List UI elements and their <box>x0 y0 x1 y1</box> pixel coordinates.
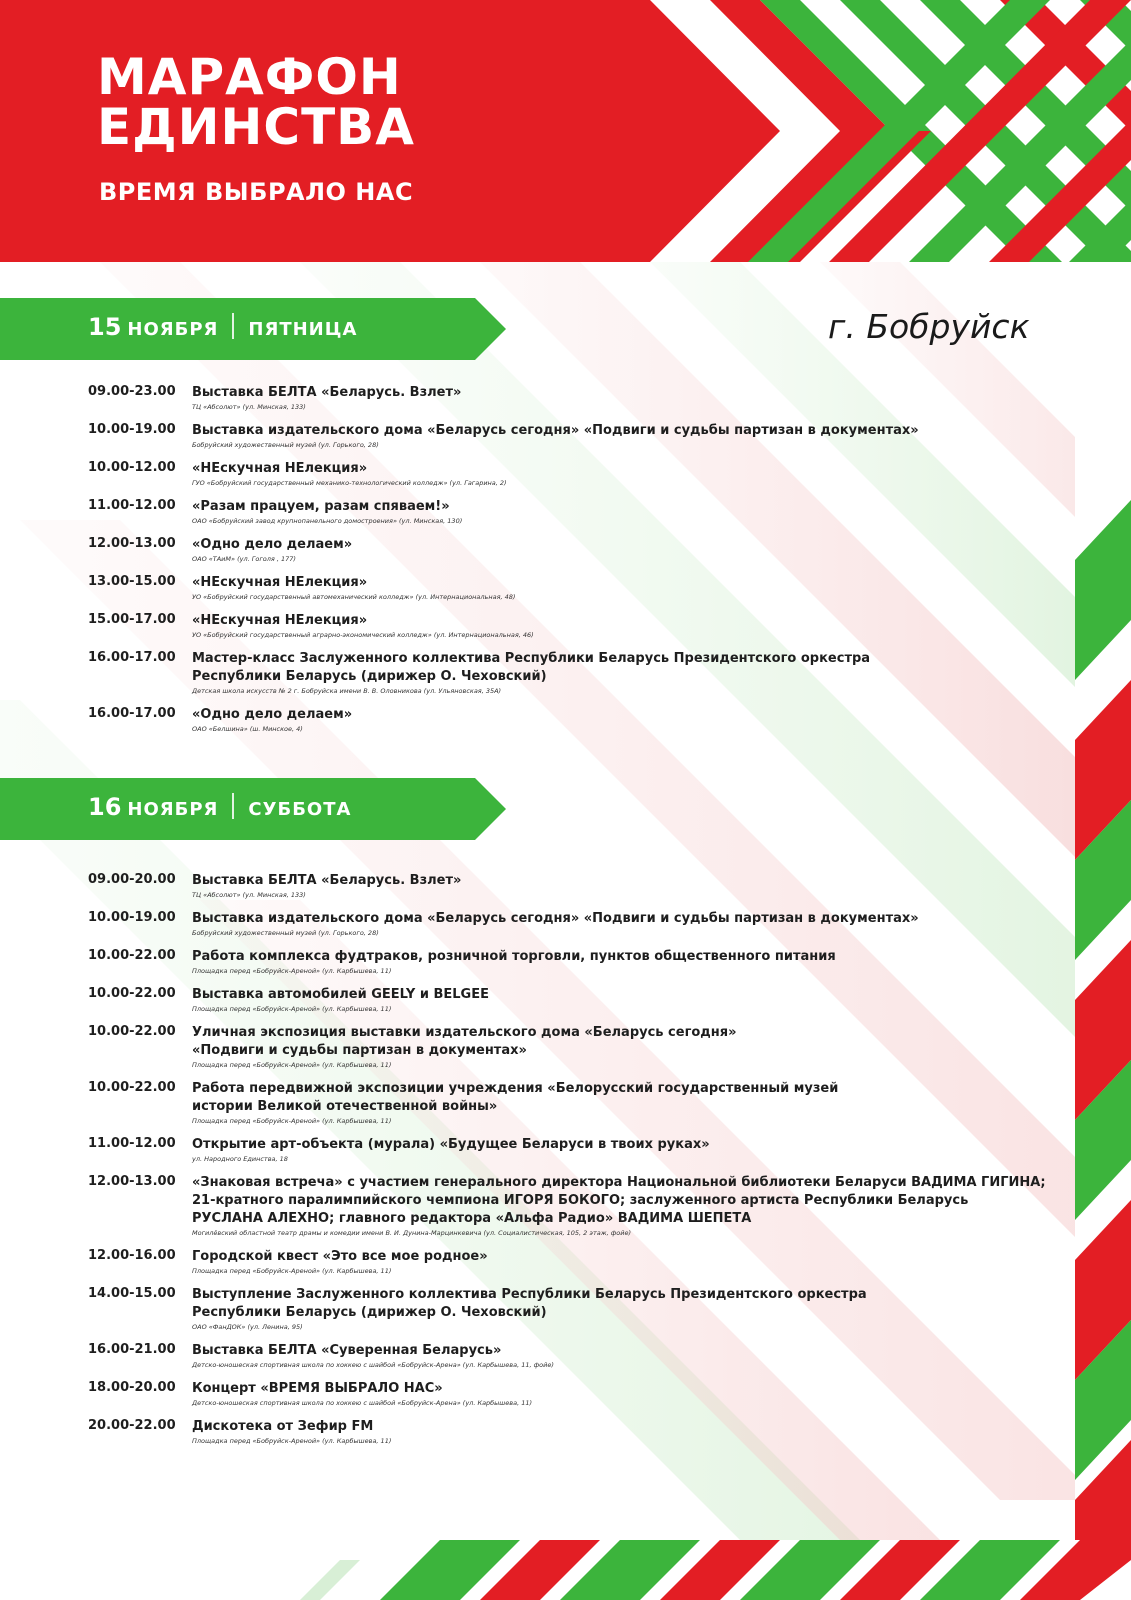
poster-subtitle: ВРЕМЯ ВЫБРАЛО НАС <box>99 178 414 206</box>
event-row <box>88 536 1048 564</box>
event-time: 20.00-22.00 <box>88 1418 176 1433</box>
event-title-line: Республики Беларусь (дирижер О. Чеховский) <box>192 669 547 684</box>
event-title: Выставка БЕЛТА «Беларусь. Взлет» <box>192 385 462 400</box>
event-place: ОАО «Бобруйский завод крупнопанельного домостроения» (ул. Минская, 130) <box>192 517 463 525</box>
event-row <box>88 612 1048 640</box>
event-body <box>192 872 1048 900</box>
event-place: ОАО «ФанДОК» (ул. Ленина, 95) <box>192 1323 303 1331</box>
event-title: Выставка БЕЛТА «Беларусь. Взлет» <box>192 873 462 888</box>
poster-title <box>97 48 415 156</box>
event-time: 11.00-12.00 <box>88 1136 176 1151</box>
event-place: ТЦ «Абсолют» (ул. Минская, 133) <box>192 403 306 411</box>
event-title: «НЕскучная НЕлекция» <box>192 613 368 628</box>
event-time: 09.00-23.00 <box>88 384 176 399</box>
event-time: 10.00-22.00 <box>88 1024 176 1039</box>
event-row <box>88 1286 1048 1332</box>
event-place: Детско-юношеская спортивная школа по хоккею с шайбой «Бобруйск-Арена» (ул. Карбышева, 11) <box>192 1399 533 1407</box>
event-body <box>192 498 1048 526</box>
day-label <box>88 313 357 341</box>
event-place: Площадка перед «Бобруйск-Ареной» (ул. Карбышева, 11) <box>192 1267 392 1275</box>
event-time: 10.00-22.00 <box>88 986 176 1001</box>
event-time: 12.00-13.00 <box>88 536 176 551</box>
event-title: Выставка издательского дома «Беларусь сегодня» «Подвиги и судьбы партизан в документах» <box>192 423 919 438</box>
day-month: НОЯБРЯ <box>127 799 219 820</box>
event-title: «НЕскучная НЕлекция» <box>192 461 368 476</box>
event-row <box>88 1080 1048 1126</box>
event-time: 13.00-15.00 <box>88 574 176 589</box>
event-time: 12.00-16.00 <box>88 1248 176 1263</box>
event-row <box>88 948 1048 976</box>
event-row <box>88 1248 1048 1276</box>
event-title-line: «Знаковая встреча» с участием генерального директора Национальной библиотеки Беларуси ВАДИМА ГИГИНА; <box>192 1175 1046 1190</box>
event-body <box>192 460 1048 488</box>
event-place: УО «Бобруйский государственный аграрно-экономический колледж» (ул. Интернациональная, 46) <box>192 631 534 639</box>
event-row <box>88 422 1048 450</box>
event-row <box>88 872 1048 900</box>
event-title: «Одно дело делаем» <box>192 537 353 552</box>
event-row <box>88 498 1048 526</box>
event-body <box>192 1248 1048 1276</box>
event-body <box>192 384 1048 412</box>
event-row <box>88 986 1048 1014</box>
event-row <box>88 1342 1048 1370</box>
event-title: «Одно дело делаем» <box>192 707 353 722</box>
event-title-line: «Подвиги и судьбы партизан в документах» <box>192 1043 527 1058</box>
event-body <box>192 1024 1048 1070</box>
event-body <box>192 1342 1048 1370</box>
event-place: Площадка перед «Бобруйск-Ареной» (ул. Карбышева, 11) <box>192 1061 392 1069</box>
event-title-line: 21-кратного паралимпийского чемпиона ИГОРЯ БОКОГО; заслуженного артиста Республики Беларусь <box>192 1193 969 1208</box>
title-line-2: ЕДИНСТВА <box>97 98 415 156</box>
event-place: ул. Народного Единства, 18 <box>192 1155 288 1163</box>
day-weekday: ПЯТНИЦА <box>248 319 358 340</box>
event-time: 16.00-17.00 <box>88 706 176 721</box>
event-place: ОАО «ТАиМ» (ул. Гоголя , 177) <box>192 555 296 563</box>
event-time: 16.00-21.00 <box>88 1342 176 1357</box>
event-row <box>88 910 1048 938</box>
event-row <box>88 706 1048 734</box>
day-separator <box>232 313 234 339</box>
event-body <box>192 706 1048 734</box>
event-place: Бобруйский художественный музей (ул. Горького, 28) <box>192 929 379 937</box>
event-title-line: Республики Беларусь (дирижер О. Чеховский) <box>192 1305 547 1320</box>
event-row <box>88 384 1048 412</box>
day-label <box>88 793 351 821</box>
event-place: Площадка перед «Бобруйск-Ареной» (ул. Карбышева, 11) <box>192 1437 392 1445</box>
day-header-16 <box>0 778 506 840</box>
day-separator <box>232 793 234 819</box>
event-place: Могилёвский областной театр драмы и комедии имени В. И. Дунина-Марцинкевича (ул. Социалистическая, 105, 2 этаж, фойе) <box>192 1229 632 1237</box>
event-row <box>88 1024 1048 1070</box>
event-time: 12.00-13.00 <box>88 1174 176 1189</box>
event-title: Концерт «ВРЕМЯ ВЫБРАЛО НАС» <box>192 1381 443 1396</box>
event-place: ГУО «Бобруйский государственный механико-технологический колледж» (ул. Гагарина, 2) <box>192 479 507 487</box>
event-title: Городской квест «Это все мое родное» <box>192 1249 488 1264</box>
event-body <box>192 910 1048 938</box>
event-time: 14.00-15.00 <box>88 1286 176 1301</box>
event-title: «НЕскучная НЕлекция» <box>192 575 368 590</box>
title-line-1: МАРАФОН <box>97 48 402 106</box>
event-title-line: Уличная экспозиция выставки издательского дома «Беларусь сегодня» <box>192 1025 737 1040</box>
event-title: Работа комплекса фудтраков, розничной торговли, пунктов общественного питания <box>192 949 836 964</box>
event-title: «Разам працуем, разам спяваем!» <box>192 499 450 514</box>
event-title-line: РУСЛАНА АЛЕХНО; главного редактора «Альфа Радио» ВАДИМА ШЕПЕТА <box>192 1211 752 1226</box>
event-body <box>192 1136 1048 1164</box>
event-title: Выставка автомобилей GEELY и BELGEE <box>192 987 489 1002</box>
event-time: 10.00-19.00 <box>88 422 176 437</box>
event-title: Открытие арт-объекта (мурала) «Будущее Беларуси в твоих руках» <box>192 1137 710 1152</box>
event-time: 10.00-19.00 <box>88 910 176 925</box>
event-place: Детско-юношеская спортивная школа по хоккею с шайбой «Бобруйск-Арена» (ул. Карбышева, 11, фойе) <box>192 1361 554 1369</box>
event-body <box>192 650 1048 696</box>
event-time: 10.00-22.00 <box>88 948 176 963</box>
event-title-line: Мастер-класс Заслуженного коллектива Республики Беларусь Президентского оркестра <box>192 651 871 666</box>
event-time: 15.00-17.00 <box>88 612 176 627</box>
event-body <box>192 1380 1048 1408</box>
event-place: Бобруйский художественный музей (ул. Горького, 28) <box>192 441 379 449</box>
event-time: 09.00-20.00 <box>88 872 176 887</box>
event-title: Выставка издательского дома «Беларусь сегодня» «Подвиги и судьбы партизан в документах» <box>192 911 919 926</box>
event-title-line: истории Великой отечественной войны» <box>192 1099 498 1114</box>
city-name: г. Бобруйск <box>828 307 1030 346</box>
event-place: Площадка перед «Бобруйск-Ареной» (ул. Карбышева, 11) <box>192 1117 392 1125</box>
event-row <box>88 574 1048 602</box>
day-month: НОЯБРЯ <box>127 319 219 340</box>
event-row <box>88 1380 1048 1408</box>
event-body <box>192 1286 1048 1332</box>
day-number: 15 <box>88 313 122 341</box>
event-place: Площадка перед «Бобруйск-Ареной» (ул. Карбышева, 11) <box>192 1005 392 1013</box>
event-body <box>192 574 1048 602</box>
event-row <box>88 1174 1048 1238</box>
day-header-15 <box>0 298 506 360</box>
event-body <box>192 1418 1048 1446</box>
event-body <box>192 422 1048 450</box>
event-row <box>88 460 1048 488</box>
event-place: Детская школа искусств № 2 г. Бобруйска имени В. В. Оловникова (ул. Ульяновская, 35А) <box>192 687 502 695</box>
event-row <box>88 650 1048 696</box>
event-body <box>192 1080 1048 1126</box>
event-place: Площадка перед «Бобруйск-Ареной» (ул. Карбышева, 11) <box>192 967 392 975</box>
event-body <box>192 536 1048 564</box>
event-title: Выставка БЕЛТА «Суверенная Беларусь» <box>192 1343 502 1358</box>
event-title-line: Работа передвижной экспозиции учреждения «Белорусский государственный музей <box>192 1081 839 1096</box>
event-place: УО «Бобруйский государственный автомеханический колледж» (ул. Интернациональная, 48) <box>192 593 516 601</box>
event-title-line: Выступление Заслуженного коллектива Республики Беларусь Президентского оркестра <box>192 1287 867 1302</box>
event-place: ОАО «Белшина» (ш. Минское, 4) <box>192 725 303 733</box>
event-time: 10.00-12.00 <box>88 460 176 475</box>
event-row <box>88 1136 1048 1164</box>
event-time: 10.00-22.00 <box>88 1080 176 1095</box>
day-number: 16 <box>88 793 122 821</box>
event-place: ТЦ «Абсолют» (ул. Минская, 133) <box>192 891 306 899</box>
day-weekday: СУББОТА <box>248 799 352 820</box>
event-time: 11.00-12.00 <box>88 498 176 513</box>
event-body <box>192 612 1048 640</box>
event-body <box>192 986 1048 1014</box>
event-body <box>192 1174 1048 1238</box>
event-title: Дискотека от Зефир FM <box>192 1419 374 1434</box>
event-time: 18.00-20.00 <box>88 1380 176 1395</box>
event-body <box>192 948 1048 976</box>
event-row <box>88 1418 1048 1446</box>
poster-header <box>0 0 700 262</box>
event-time: 16.00-17.00 <box>88 650 176 665</box>
